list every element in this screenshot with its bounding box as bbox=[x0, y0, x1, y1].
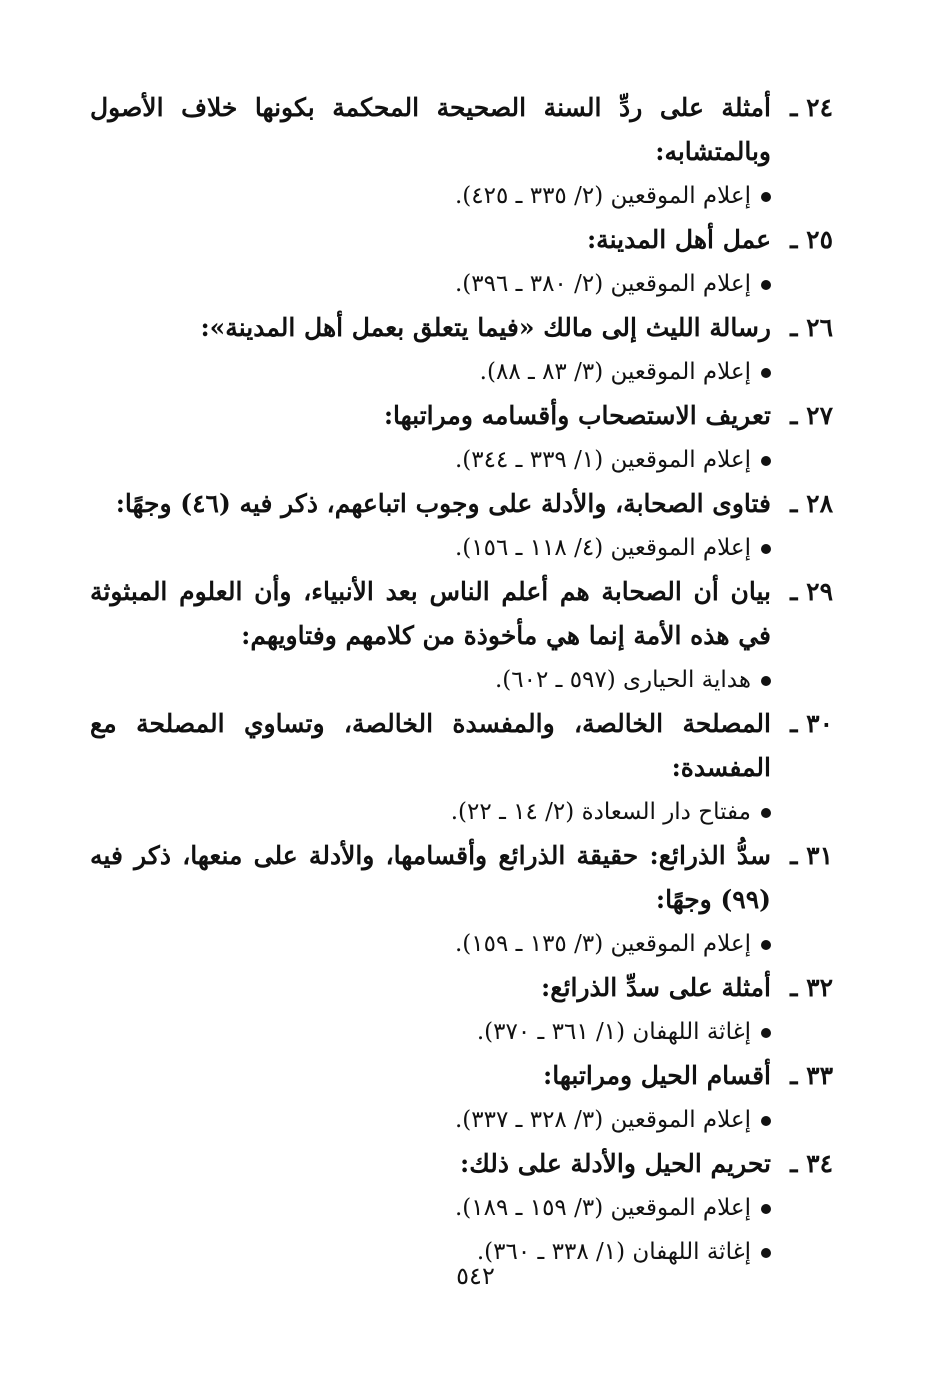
entry-title: أقسام الحيل ومراتبها: bbox=[543, 1061, 771, 1090]
bullet-icon bbox=[761, 1028, 771, 1038]
reference-line bbox=[90, 1186, 833, 1230]
reference-text: إغاثة اللهفان (١/ ٣٣٨ ـ ٣٦٠). bbox=[476, 1239, 751, 1265]
entry-heading bbox=[90, 702, 833, 790]
entry-number: ٢٧ ـ bbox=[790, 401, 833, 430]
reference-line bbox=[90, 1010, 833, 1054]
entry-heading bbox=[90, 834, 833, 922]
bullet-icon bbox=[761, 456, 771, 466]
entry-number: ٢٥ ـ bbox=[790, 225, 833, 254]
reference-line bbox=[90, 922, 833, 966]
entry-heading bbox=[90, 306, 833, 350]
entry-heading bbox=[90, 86, 833, 174]
reference-line bbox=[90, 1098, 833, 1142]
reference-line bbox=[90, 526, 833, 570]
reference-text: إغاثة اللهفان (١/ ٣٦١ ـ ٣٧٠). bbox=[476, 1019, 751, 1045]
document-body bbox=[90, 86, 833, 1274]
reference-text: هداية الحيارى (٥٩٧ ـ ٦٠٢). bbox=[494, 667, 751, 693]
reference-text: إعلام الموقعين (٣/ ٣٢٨ ـ ٣٣٧). bbox=[454, 1107, 751, 1133]
entry-title: فتاوى الصحابة، والأدلة على وجوب اتباعهم، ذكر فيه (٤٦) وجهًا: bbox=[115, 489, 771, 518]
reference-text: إعلام الموقعين (٣/ ١٣٥ ـ ١٥٩). bbox=[454, 931, 751, 957]
bullet-icon bbox=[761, 1204, 771, 1214]
bullet-icon bbox=[761, 940, 771, 950]
entry-heading bbox=[90, 966, 833, 1010]
page-number: ٥٤٢ bbox=[456, 1262, 495, 1290]
index-entry bbox=[90, 482, 833, 570]
reference-line bbox=[90, 438, 833, 482]
entry-title: المصلحة الخالصة، والمفسدة الخالصة، وتساوي المصلحة مع المفسدة: bbox=[90, 709, 771, 782]
reference-line bbox=[90, 350, 833, 394]
reference-line bbox=[90, 658, 833, 702]
entry-heading bbox=[90, 570, 833, 658]
index-entry bbox=[90, 1142, 833, 1274]
index-entry bbox=[90, 394, 833, 482]
index-entry bbox=[90, 834, 833, 966]
bullet-icon bbox=[761, 280, 771, 290]
entry-title: رسالة الليث إلى مالك «فيما يتعلق بعمل أهل المدينة»: bbox=[200, 313, 771, 342]
reference-line bbox=[90, 790, 833, 834]
index-entry bbox=[90, 702, 833, 834]
entry-title: تعريف الاستصحاب وأقسامه ومراتبها: bbox=[383, 401, 771, 430]
entry-number: ٢٦ ـ bbox=[790, 313, 833, 342]
entry-heading bbox=[90, 482, 833, 526]
reference-text: إعلام الموقعين (٣/ ٨٣ ـ ٨٨). bbox=[479, 359, 751, 385]
reference-text: إعلام الموقعين (٢/ ٣٣٥ ـ ٤٢٥). bbox=[454, 183, 751, 209]
entry-title: أمثلة على سدِّ الذرائع: bbox=[541, 973, 771, 1002]
bullet-icon bbox=[761, 808, 771, 818]
entry-heading bbox=[90, 1054, 833, 1098]
reference-text: إعلام الموقعين (٢/ ٣٨٠ ـ ٣٩٦). bbox=[454, 271, 751, 297]
entry-number: ٣٤ ـ bbox=[790, 1149, 833, 1178]
entry-number: ٣١ ـ bbox=[790, 841, 833, 870]
index-entry bbox=[90, 966, 833, 1054]
entry-heading bbox=[90, 218, 833, 262]
bullet-icon bbox=[761, 368, 771, 378]
reference-text: مفتاح دار السعادة (٢/ ١٤ ـ ٢٢). bbox=[450, 799, 751, 825]
entry-number: ٣٣ ـ bbox=[790, 1061, 833, 1090]
bullet-icon bbox=[761, 1248, 771, 1258]
index-entry bbox=[90, 570, 833, 702]
reference-text: إعلام الموقعين (٣/ ١٥٩ ـ ١٨٩). bbox=[454, 1195, 751, 1221]
entry-title: بيان أن الصحابة هم أعلم الناس بعد الأنبياء، وأن العلوم المبثوثة في هذه الأمة إنما هي مأخوذة من كلامهم وفتاويهم: bbox=[90, 577, 771, 650]
bullet-icon bbox=[761, 544, 771, 554]
bullet-icon bbox=[761, 192, 771, 202]
entry-number: ٣٢ ـ bbox=[790, 973, 833, 1002]
entry-number: ٣٠ ـ bbox=[790, 709, 833, 738]
reference-line bbox=[90, 262, 833, 306]
bullet-icon bbox=[761, 1116, 771, 1126]
entry-heading bbox=[90, 394, 833, 438]
entry-number: ٢٤ ـ bbox=[790, 93, 833, 122]
reference-text: إعلام الموقعين (٤/ ١١٨ ـ ١٥٦). bbox=[454, 535, 751, 561]
entry-number: ٢٩ ـ bbox=[790, 577, 833, 606]
reference-line bbox=[90, 174, 833, 218]
entry-number: ٢٨ ـ bbox=[790, 489, 833, 518]
reference-text: إعلام الموقعين (١/ ٣٣٩ ـ ٣٤٤). bbox=[454, 447, 751, 473]
entry-title: عمل أهل المدينة: bbox=[586, 225, 771, 254]
index-entry bbox=[90, 1054, 833, 1142]
index-entry bbox=[90, 86, 833, 218]
index-entry bbox=[90, 306, 833, 394]
entry-heading bbox=[90, 1142, 833, 1186]
entry-title: تحريم الحيل والأدلة على ذلك: bbox=[460, 1149, 771, 1178]
bullet-icon bbox=[761, 676, 771, 686]
index-entry bbox=[90, 218, 833, 306]
entry-title: أمثلة على ردِّ السنة الصحيحة المحكمة بكونها خلاف الأصول وبالمتشابه: bbox=[90, 93, 771, 166]
entry-title: سدُّ الذرائع: حقيقة الذرائع وأقسامها، والأدلة على منعها، ذكر فيه (٩٩) وجهًا: bbox=[90, 841, 771, 914]
